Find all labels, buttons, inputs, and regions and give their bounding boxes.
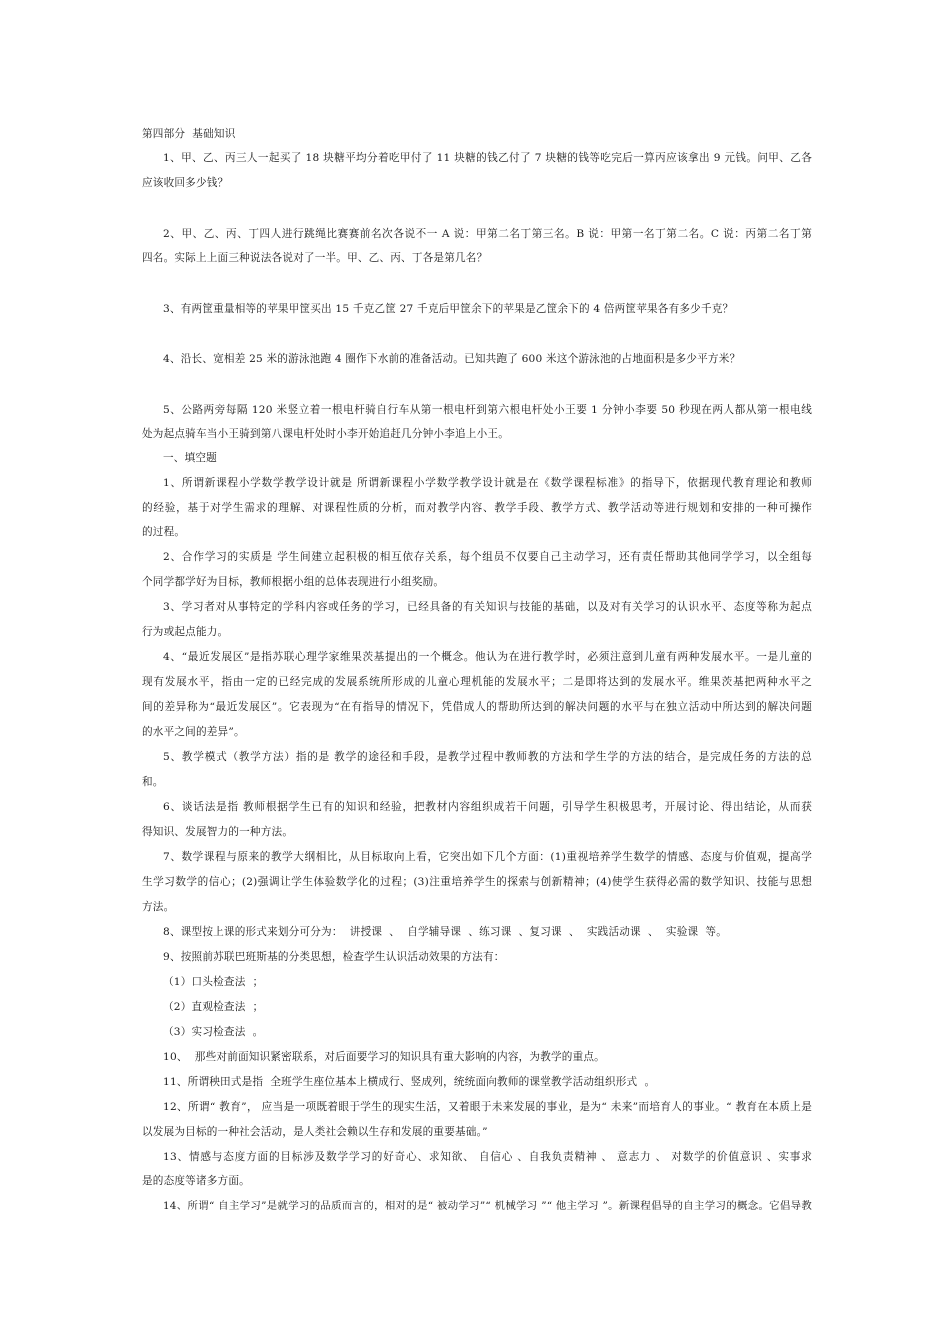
problem-2-line-2: 四名。实际上上面三种说法各说对了一半。甲、乙、丙、丁各是第几名？ — [142, 252, 488, 264]
item-13-line-2: 是的态度等诸多方面。 — [142, 1175, 250, 1187]
item-9-sub-3: （3）实习检查法 。 — [163, 1026, 264, 1038]
item-5-line-2: 和。 — [142, 776, 164, 788]
item-6-line-1: 6、谈话法是指 教师根据学生已有的知识和经验，把教材内容组织成若干问题，引导学生积极思考，开展讨论、得出结论，从而获 — [163, 801, 812, 813]
problem-2-line-1: 2、甲、乙、丙、丁四人进行跳绳比赛赛前名次各说不一 A 说：甲第二名丁第三名。B 说：甲第一名丁第二名。C 说：丙第二名丁第 — [163, 228, 812, 240]
problem-3: 3、有两筐重量相等的苹果甲筐买出 15 千克乙筐 27 千克后甲筐余下的苹果是乙筐余下的 4 倍两筐苹果各有多少千克？ — [163, 303, 734, 315]
section-heading: 第四部分 基础知识 — [142, 128, 236, 140]
item-10: 10、 那些对前面知识紧密联系，对后面要学习的知识具有重大影响的内容，为教学的重点。 — [163, 1051, 605, 1063]
item-1-line-3: 的过程。 — [142, 526, 186, 538]
item-13-line-1: 13、情感与态度方面的目标涉及数学学习的好奇心、求知欲、 自信心 、自我负责精神 、 意志力 、 对数学的价值意识 、实事求 — [163, 1151, 812, 1163]
item-2-line-2: 个同学都学好为目标，教师根据小组的总体表现进行小组奖励。 — [142, 576, 445, 588]
item-4-line-3: 间的差异称为“最近发展区”。它表现为“在有指导的情况下，凭借成人的帮助所达到的解决问题的水平与在独立活动中所达到的解决问题 — [142, 701, 812, 713]
problem-5-line-2: 处为起点骑车当小王骑到第八课电杆处时小李开始追赶几分钟小李追上小王。 — [142, 428, 509, 440]
item-9-sub-1: （1）口头检查法 ； — [163, 976, 264, 988]
item-4-line-4: 的水平之间的差异”。 — [142, 726, 245, 738]
item-7-line-2: 生学习数学的信心；(2)强调让学生体验数学化的过程；(3)注重培养学生的探索与创新精神；(4)使学生获得必需的数学知识、技能与思想 — [142, 876, 812, 888]
item-11: 11、所谓秧田式是指 全班学生座位基本上横成行、竖成列，统统面向教师的课堂教学活动组织形式 。 — [163, 1076, 656, 1088]
item-1-line-1: 1、所谓新课程小学数学教学设计就是 所谓新课程小学数学教学设计就是在《数学课程标准》的指导下，依据现代教育理论和教师 — [163, 477, 812, 489]
item-9: 9、按照前苏联巴班斯基的分类思想，检查学生认识活动效果的方法有： — [163, 951, 505, 963]
item-9-sub-2: （2）直观检查法 ； — [163, 1001, 264, 1013]
item-5-line-1: 5、教学模式（教学方法）指的是 教学的途径和手段，是教学过程中教师教的方法和学生学的方法的结合，是完成任务的方法的总 — [163, 751, 812, 763]
item-14-line-1: 14、所谓“ 自主学习”是就学习的品质而言的，相对的是“ 被动学习”“ 机械学习 ”“ 他主学习 ”。新课程倡导的自主学习的概念。它倡导教 — [163, 1200, 812, 1212]
item-3-line-2: 行为或起点能力。 — [142, 626, 229, 638]
item-7-line-3: 方法。 — [142, 901, 175, 913]
problem-5-line-1: 5、公路两旁每隔 120 米竖立着一根电杆骑自行车从第一根电杆到第六根电杆处小王要 1 分钟小李要 50 秒现在两人都从第一根电线 — [163, 404, 812, 416]
problem-4: 4、沿长、宽相差 25 米的游泳池跑 4 圈作下水前的准备活动。已知共跑了 600 米这个游泳池的占地面积是多少平方米？ — [163, 353, 741, 365]
item-4-line-1: 4、“最近发展区”是指苏联心理学家维果茨基提出的一个概念。他认为在进行教学时，必须注意到儿童有两种发展水平。一是儿童的 — [163, 651, 812, 663]
item-3-line-1: 3、学习者对从事特定的学科内容或任务的学习，已经具备的有关知识与技能的基础，以及对有关学习的认识水平、态度等称为起点 — [163, 601, 812, 613]
problem-1-line-1: 1、甲、乙、丙三人一起买了 18 块糖平均分着吃甲付了 11 块糖的钱乙付了 7 块糖的钱等吃完后一算丙应该拿出 9 元钱。问甲、乙各 — [163, 152, 812, 164]
item-12-line-2: 以发展为目标的一种社会活动，是人类社会赖以生存和发展的重要基础。” — [142, 1126, 488, 1138]
item-6-line-2: 得知识、发展智力的一种方法。 — [142, 826, 294, 838]
item-1-line-2: 的经验，基于对学生需求的理解、对课程性质的分析，而对教学内容、教学手段、教学方式、教学活动等进行规划和安排的一种可操作 — [142, 502, 812, 514]
problem-1-line-2: 应该收回多少钱？ — [142, 177, 229, 189]
fill-blank-heading: 一、填空题 — [163, 452, 217, 464]
item-2-line-1: 2、合作学习的实质是 学生间建立起积极的相互依存关系，每个组员不仅要自己主动学习，还有责任帮助其他同学学习，以全组每 — [163, 551, 812, 563]
item-7-line-1: 7、数学课程与原来的教学大纲相比，从目标取向上看，它突出如下几个方面：(1)重视培养学生数学的情感、态度与价值观，提高学 — [163, 851, 812, 863]
item-12-line-1: 12、所谓“ 教育”， 应当是一项既着眼于学生的现实生活，又着眼于未来发展的事业，是为“ 未来”而培育人的事业。“ 教育在本质上是 — [163, 1101, 812, 1113]
item-8: 8、课型按上课的形式来划分可分为： 讲授课 、 自学辅导课 、练习课 、复习课 、 实践活动课 、 实验课 等。 — [163, 926, 728, 938]
item-4-line-2: 现有发展水平，指由一定的已经完成的发展系统所形成的儿童心理机能的发展水平；二是即将达到的发展水平。维果茨基把两种水平之 — [142, 676, 812, 688]
